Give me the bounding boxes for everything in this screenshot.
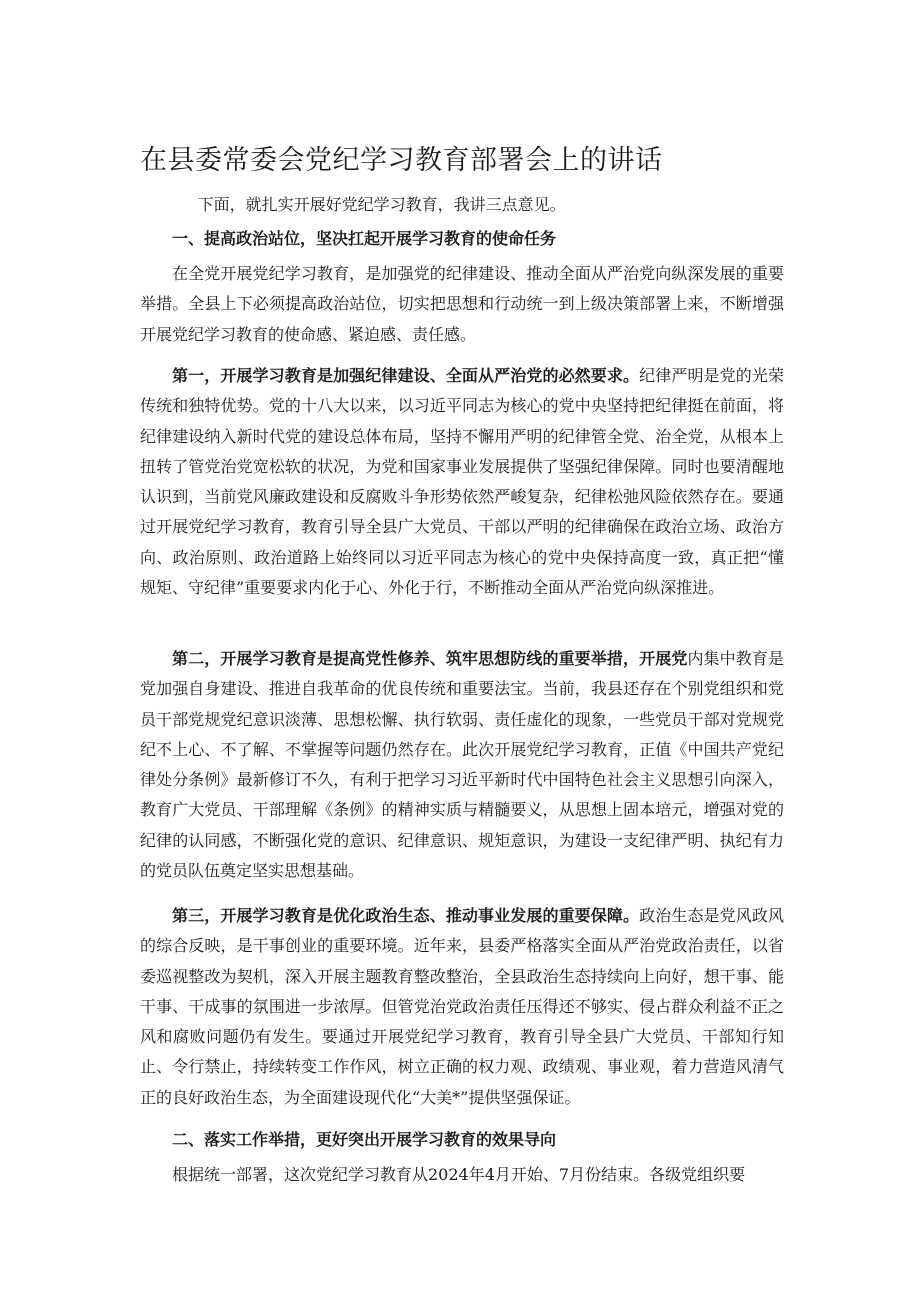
point3-body: 政治生态是党风政风的综合反映，是干事创业的重要环境。近年来，县委严格落实全面从严治党政治责任，以省委巡视整改为契机，深入开展主题教育整改整治，全县政治生态持续向上向好，想干事、能干事、干成事的氛围进一步浓厚。但管党治党政治责任压得还不够实、侵占群众利益不正之风和腐败问题仍有发生。要通过开展党纪学习教育，教育引导全县广大党员、干部知行知止、令行禁止，持续转变工作作风，树立正确的权力观、政绩观、事业观，着力营造风清气正的良好政治生态，为全面建设现代化“大美*”提供坚强保证。 [140, 906, 784, 1107]
point3-paragraph [140, 901, 784, 1113]
point2-paragraph [140, 644, 784, 886]
section1-intro-paragraph: 在全党开展党纪学习教育，是加强党的纪律建设、推动全面从严治党向纵深发展的重要举措。全县上下必须提高政治站位，切实把思想和行动统一到上级决策部署上来，不断增强开展党纪学习教育的使命感、紧迫感、责任感。 [140, 264, 784, 344]
point2-lead: 第二，开展学习教育是提高党性修养、筑牢思想防线的重要举措，开展党 [172, 649, 688, 668]
point2-body: 内集中教育是党加强自身建设、推进自我革命的优良传统和重要法宝。当前，我县还存在个别党组织和党员干部党规党纪意识淡薄、思想松懈、执行软弱、责任虚化的现象，一些党员干部对党规党纪不上心、不了解、不掌握等问题仍然存在。此次开展党纪学习教育，正值《中国共产党纪律处分条例》最新修订不久，有利于把学习习近平新时代中国特色社会主义思想引向深入，教育广大党员、干部理解《条例》的精神实质与精髓要义，从思想上固本培元，增强对党的纪律的认同感，不断强化党的意识、纪律意识、规矩意识，为建设一支纪律严明、执纪有力的党员队伍奠定坚实思想基础。 [140, 649, 784, 881]
point1-paragraph [140, 361, 784, 603]
point1-body: 纪律严明是党的光荣传统和独特优势。党的十八大以来，以习近平同志为核心的党中央坚持把纪律挺在前面，将纪律建设纳入新时代党的建设总体布局，坚持不懈用严明的纪律管全党、治全党，从根本上扭转了管党治党宽松软的状况，为党和国家事业发展提供了坚强纪律保障。同时也要清醒地认识到，当前党风廉政建设和反腐败斗争形势依然严峻复杂，纪律松弛风险依然存在。要通过开展党纪学习教育，教育引导全县广大党员、干部以严明的纪律确保在政治立场、政治方向、政治原则、政治道路上始终同以习近平同志为核心的党中央保持高度一致，真正把“懂规矩、守纪律”重要要求内化于心、外化于行，不断推动全面从严治党向纵深推进。 [140, 366, 784, 598]
point1-lead: 第一，开展学习教育是加强纪律建设、全面从严治党的必然要求。 [172, 366, 640, 385]
section2-paragraph: 根据统一部署，这次党纪学习教育从2024年4月开始、7月份结束。各级党组织要 [172, 1165, 746, 1184]
document-title: 在县委常委会党纪学习教育部署会上的讲话 [140, 145, 663, 176]
intro-paragraph: 下面，就扎实开展好党纪学习教育，我讲三点意见。 [197, 195, 566, 214]
point3-lead: 第三，开展学习教育是优化政治生态、推动事业发展的重要保障。 [172, 906, 640, 925]
section-heading-1: 一、提高政治站位，坚决扛起开展学习教育的使命任务 [172, 229, 557, 248]
section-heading-2: 二、落实工作举措，更好突出开展学习教育的效果导向 [172, 1130, 557, 1149]
